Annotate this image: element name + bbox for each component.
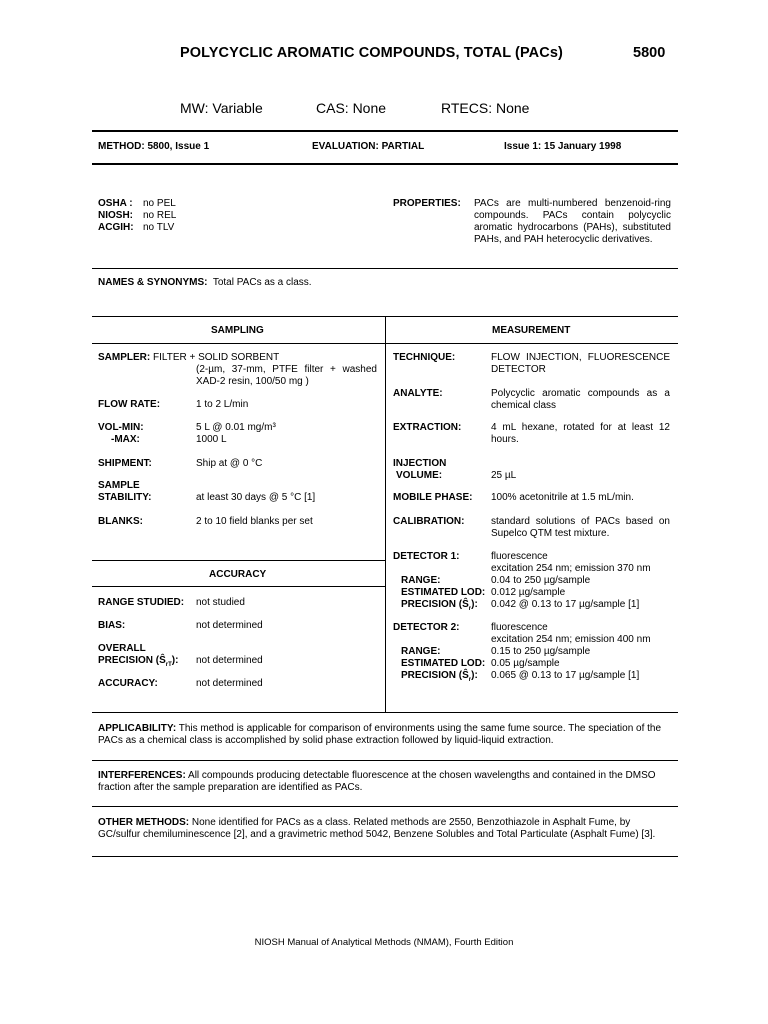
injection-volume-label: VOLUME: [396,470,443,481]
names-synonyms [98,277,312,289]
method-id: METHOD: 5800, Issue 1 [98,141,210,152]
detector-1-lod-label: ESTIMATED LOD: [401,587,486,598]
measurement-heading: MEASUREMENT [492,325,571,336]
detector-1-label: DETECTOR 1: [393,551,460,562]
properties-text: PACs are multi-numbered benzenoid-ring compounds. PACs contain polycyclic aromatic hydrocarbons (PAHs), substituted PAHs, and PAH heterocyclic derivatives. [474,198,671,245]
divider [92,163,678,165]
divider [92,806,678,807]
extraction-value: 4 mL hexane, rotated for at least 12 hours. [491,422,670,445]
detector-1-precision-value: 0.042 @ 0.13 to 17 µg/sample [1] [491,599,640,610]
acgih-value: no TLV [143,222,175,233]
applicability-label: APPLICABILITY: [98,723,177,734]
overall-precision-value: not determined [196,655,263,666]
calibration-label: CALIBRATION: [393,516,465,527]
other-methods-paragraph [98,817,672,841]
accuracy-value: not determined [196,678,263,689]
other-methods-text: None identified for PACs as a class. Related methods are 2550, Benzothiazole in Asphalt Fume, by GC/sulfur chemiluminescence [2], and a gravimetric method 5042, Benzene Solubles and Total Particulate (Asphalt Fume) [3]. [98,817,656,840]
stability-value: at least 30 days @ 5 °C [1] [196,492,316,503]
accuracy-heading: ACCURACY [209,569,267,580]
stability-label: STABILITY: [98,492,152,503]
mobile-phase-label: MOBILE PHASE: [393,492,473,503]
flow-rate-label: FLOW RATE: [98,399,161,410]
divider [92,712,678,713]
analyte-value: Polycyclic aromatic compounds as a chemical class [491,388,670,411]
divider [92,760,678,761]
detector-2-precision-subscript: r [468,677,472,683]
detector-2-precision-close: ): [471,670,478,681]
interferences-paragraph [98,770,672,794]
detector-2-label: DETECTOR 2: [393,622,460,633]
sampler-value: FILTER + SOLID SORBENT [153,352,280,363]
niosh-value: no REL [143,210,177,221]
other-methods-label: OTHER METHODS: [98,817,190,828]
detector-1-precision-subscript: r [468,606,472,612]
injection-volume-value: 25 µL [491,470,517,481]
blanks-label: BLANKS: [98,516,143,527]
sampling-heading: SAMPLING [211,325,264,336]
detector-1-range-label: RANGE: [401,575,441,586]
range-studied-value: not studied [196,597,245,608]
sampler-detail: (2-µm, 37-mm, PTFE filter + washed XAD-2 resin, 100/50 mg ) [196,364,377,387]
vol-max-label: -MAX: [111,434,140,445]
detector-1-type: fluorescence [491,551,548,562]
injection-label: INJECTION [393,458,447,469]
technique-value: FLOW INJECTION, FLUORESCENCE DETECTOR [491,352,670,375]
overall-precision-label [98,655,178,671]
properties-label: PROPERTIES: [393,198,461,209]
document-title: POLYCYCLIC AROMATIC COMPOUNDS, TOTAL (PACs) [180,45,563,61]
detector-2-lod-value: 0.05 µg/sample [491,658,560,669]
applicability-text: This method is applicable for comparison of environments using the same fume source. The speciation of the PACs as a chemical class is accomplished by solid phase extraction followed by liquid-liquid extraction. [98,723,662,746]
mobile-phase-value: 100% acetonitrile at 1.5 mL/min. [491,492,634,503]
detector-1-range-value: 0.04 to 250 µg/sample [491,575,591,586]
sampler-label: SAMPLER: [98,352,151,363]
rtecs-number: RTECS: None [441,100,530,116]
cas-number: CAS: None [316,100,387,116]
vol-max-value: 1000 L [196,434,227,445]
method-number: 5800 [633,45,666,61]
accuracy-label: ACCURACY: [98,678,158,689]
vol-min-label: VOL-MIN: [98,422,144,433]
detector-2-lod-label: ESTIMATED LOD: [401,658,486,669]
interferences-label: INTERFERENCES: [98,770,186,781]
extraction-label: EXTRACTION: [393,422,462,433]
detector-1-precision-close: ): [471,599,478,610]
divider [92,268,678,269]
bias-value: not determined [196,620,263,631]
sample-label: SAMPLE [98,480,140,491]
range-studied-label: RANGE STUDIED: [98,597,185,608]
overall-precision-close: ): [171,655,179,666]
niosh-label: NIOSH: [98,210,133,221]
detector-1-precision-text: PRECISION (Ŝ [401,599,469,610]
calibration-value: standard solutions of PACs based on Supelco QTM test mixture. [491,516,670,539]
molecular-weight: MW: Variable [180,100,263,116]
divider [92,130,678,132]
overall-label: OVERALL [98,643,146,654]
osha-value: no PEL [143,198,176,209]
detector-2-precision-text: PRECISION (Ŝ [401,670,469,681]
interferences-text: All compounds producing detectable fluorescence at the chosen wavelengths and contained in the DMSO fraction after the sample preparation are identified as PACs. [98,770,656,793]
names-label: NAMES & SYNONYMS: [98,277,208,288]
overall-precision-subscript: rT [165,662,172,668]
evaluation: EVALUATION: PARTIAL [312,141,425,152]
column-divider [385,316,386,712]
shipment-value: Ship at @ 0 °C [196,458,263,469]
divider [92,586,385,587]
technique-label: TECHNIQUE: [393,352,456,363]
overall-precision-text: PRECISION (Ŝ [98,655,166,666]
shipment-label: SHIPMENT: [98,458,152,469]
detector-1-wavelengths: excitation 254 nm; emission 370 nm [491,563,651,574]
detector-1-lod-value: 0.012 µg/sample [491,587,566,598]
detector-1-precision-label [401,599,478,615]
detector-2-precision-value: 0.065 @ 0.13 to 17 µg/sample [1] [491,670,640,681]
analyte-label: ANALYTE: [393,388,443,399]
detector-2-wavelengths: excitation 254 nm; emission 400 nm [491,634,651,645]
detector-2-precision-label [401,670,478,686]
osha-label: OSHA : [98,198,133,209]
vol-min-value: 5 L @ 0.01 mg/m³ [196,422,276,433]
detector-2-range-label: RANGE: [401,646,441,657]
flow-rate-value: 1 to 2 L/min [196,399,249,410]
detector-2-range-value: 0.15 to 250 µg/sample [491,646,591,657]
names-text: Total PACs as a class. [212,277,312,288]
detector-2-type: fluorescence [491,622,548,633]
divider [92,856,678,857]
issue-date: Issue 1: 15 January 1998 [504,141,622,152]
blanks-value: 2 to 10 field blanks per set [196,516,313,527]
footer-text: NIOSH Manual of Analytical Methods (NMAM), Fourth Edition [254,937,514,948]
divider [92,560,385,561]
acgih-label: ACGIH: [98,222,134,233]
applicability-paragraph [98,723,672,747]
bias-label: BIAS: [98,620,126,631]
